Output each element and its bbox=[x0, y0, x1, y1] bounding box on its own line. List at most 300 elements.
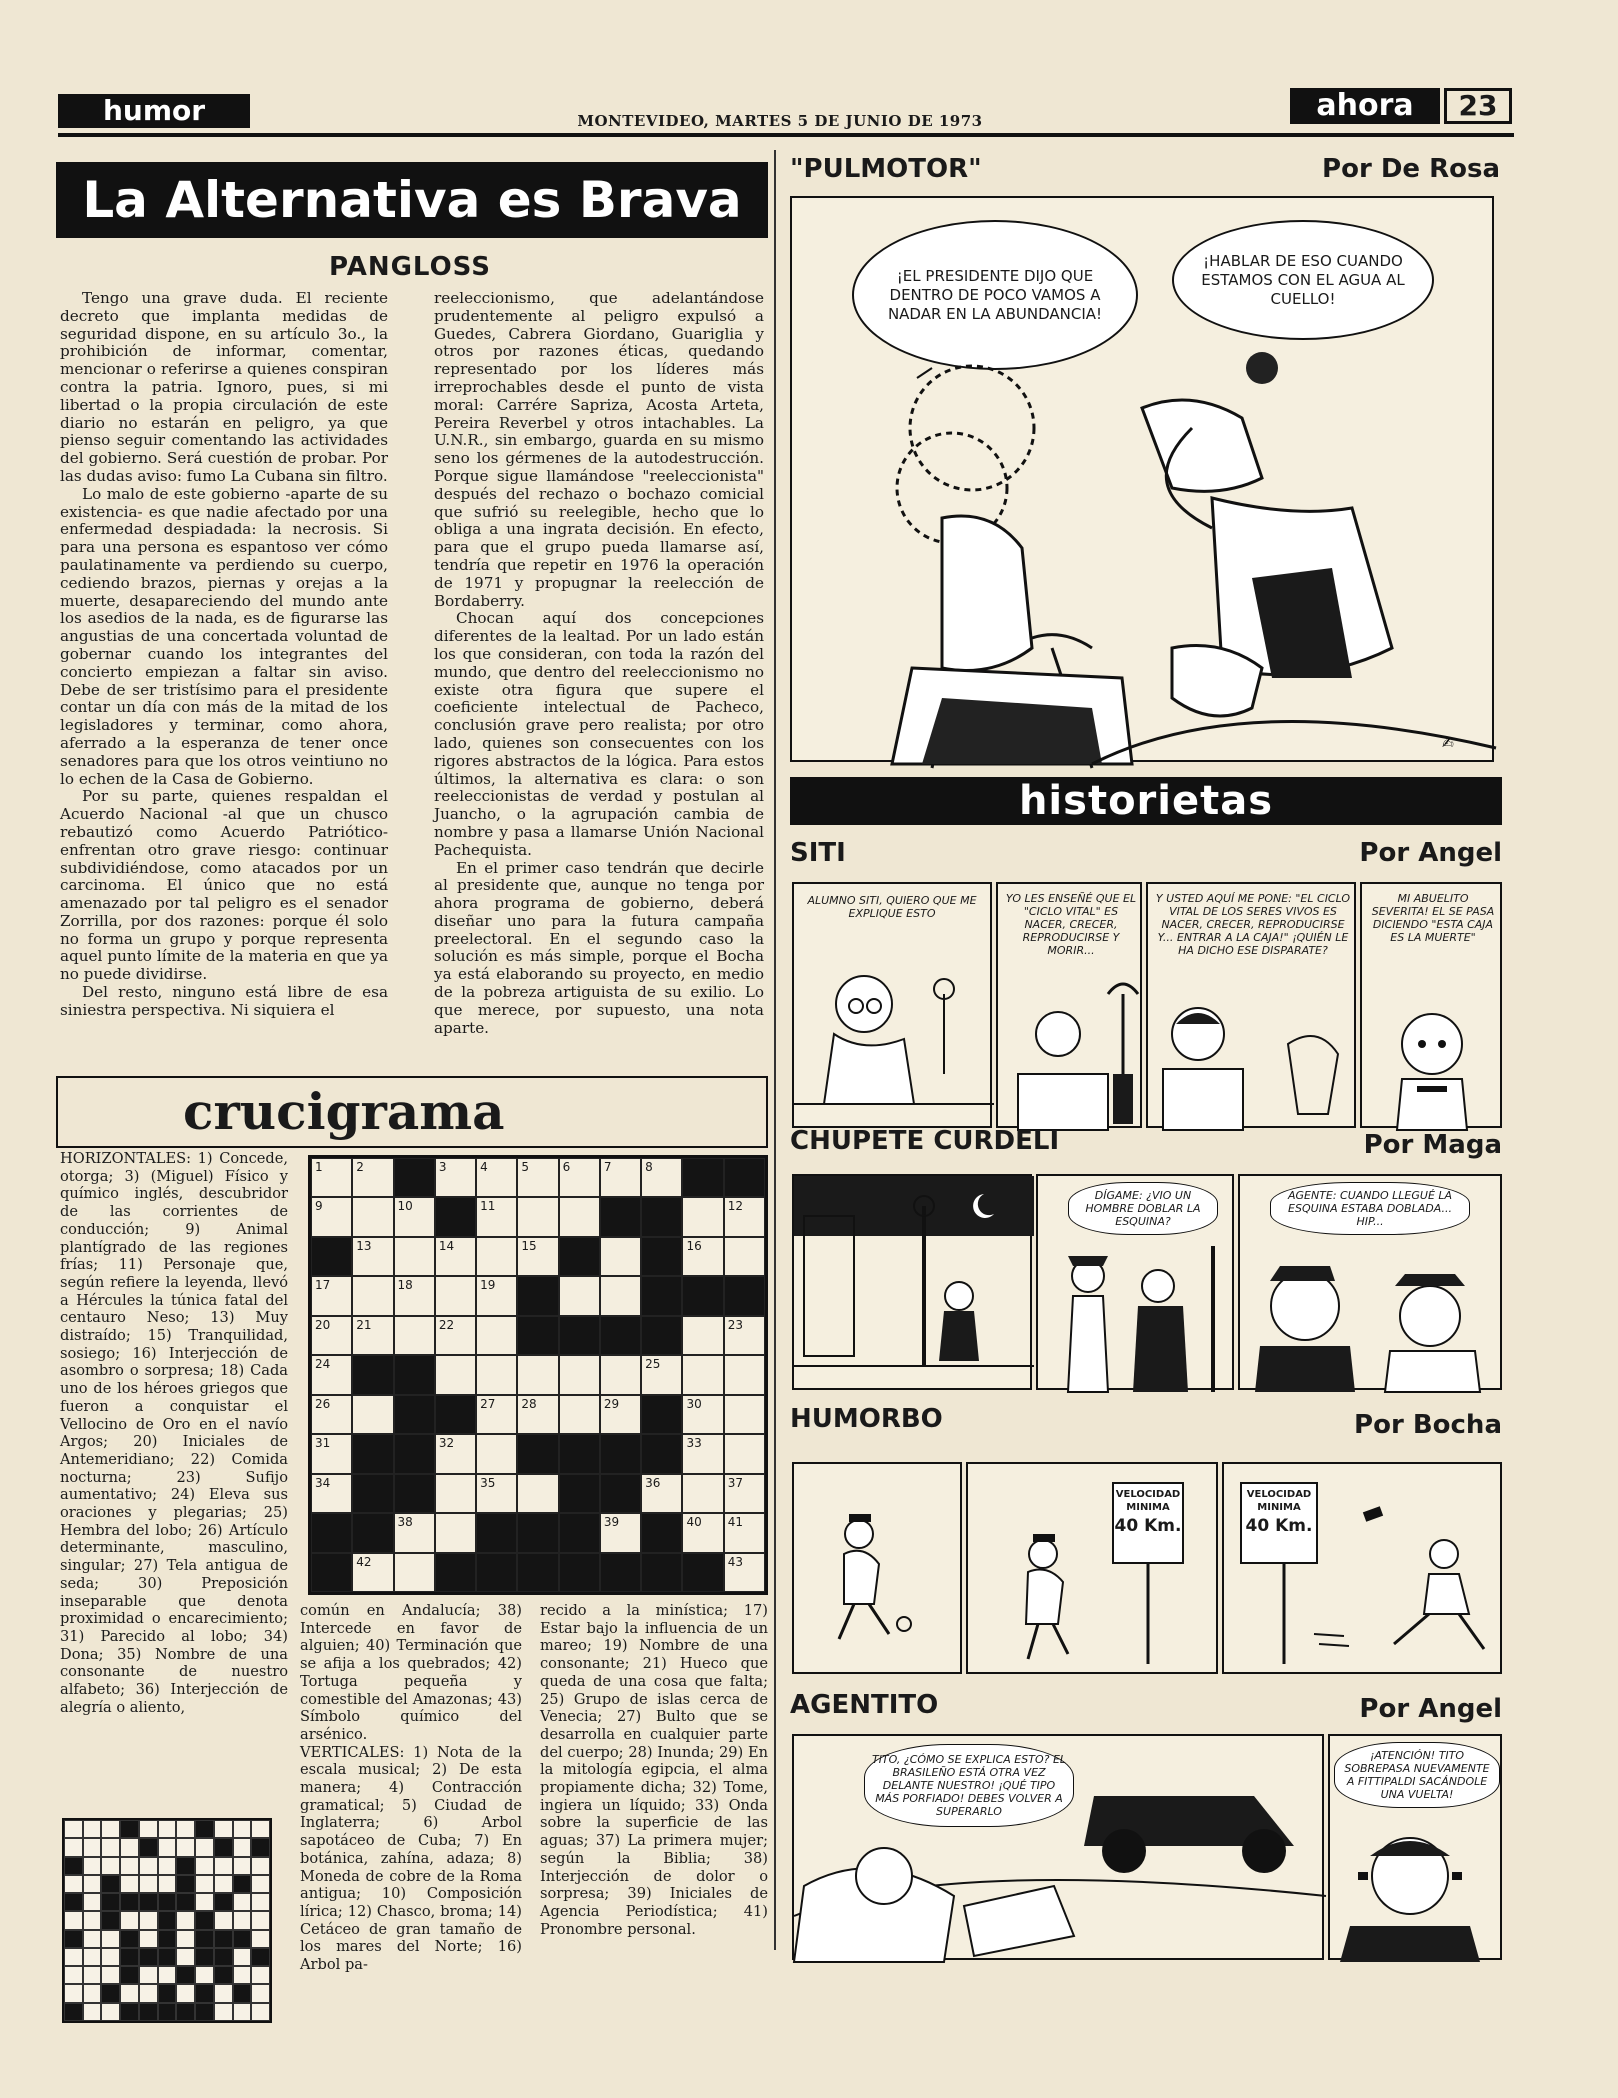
crossword-cell bbox=[641, 1316, 682, 1355]
crossword-cell[interactable] bbox=[435, 1474, 476, 1513]
crossword-cell[interactable] bbox=[311, 1434, 352, 1473]
solution-cell bbox=[120, 1875, 139, 1893]
crossword-cell-number: 38 bbox=[397, 1515, 413, 1530]
crossword-cell-number: 16 bbox=[686, 1238, 702, 1253]
solution-cell bbox=[214, 1875, 233, 1893]
crossword-cell[interactable] bbox=[682, 1395, 723, 1434]
crossword-cell[interactable] bbox=[600, 1513, 641, 1552]
crossword-cell[interactable] bbox=[352, 1158, 393, 1197]
crossword-cell[interactable] bbox=[559, 1197, 600, 1236]
solution-cell bbox=[120, 2003, 139, 2021]
crossword-cell-number: 14 bbox=[438, 1238, 455, 1253]
crossword-cell-number: 30 bbox=[686, 1396, 702, 1411]
crossword-solution-grid bbox=[62, 1818, 272, 2023]
siti-panel-3 bbox=[1146, 882, 1356, 1128]
agentito-author: Por Angel bbox=[1359, 1694, 1502, 1724]
humorbo-title: HUMORBO bbox=[790, 1404, 943, 1434]
solution-cell bbox=[176, 1948, 195, 1966]
chupete-panel-3 bbox=[1238, 1174, 1502, 1390]
crossword-cell[interactable] bbox=[394, 1316, 435, 1355]
crossword-cell[interactable] bbox=[311, 1474, 352, 1513]
solution-cell bbox=[64, 1911, 83, 1929]
crossword-cell[interactable] bbox=[600, 1355, 641, 1394]
solution-cell bbox=[139, 2003, 158, 2021]
crossword-cell-number: 40 bbox=[686, 1515, 702, 1530]
cartoon-drawing bbox=[794, 1464, 964, 1676]
solution-cell bbox=[195, 1820, 214, 1838]
solution-cell bbox=[139, 1857, 158, 1875]
chupete-panel-2 bbox=[1036, 1174, 1234, 1390]
crossword-cell[interactable] bbox=[352, 1395, 393, 1434]
crossword-cell[interactable] bbox=[600, 1158, 641, 1197]
crossword-title: crucigrama bbox=[56, 1076, 768, 1148]
solution-cell bbox=[101, 1911, 120, 1929]
speech-text: AGENTE: CUANDO LLEGUÉ LA ESQUINA ESTABA DOBLADA... HIP... bbox=[1270, 1182, 1470, 1235]
solution-cell bbox=[195, 2003, 214, 2021]
article-paragraph: Por su parte, quienes respaldan el Acuerdo Nacional -al que un chusco rebautizó como Acuerdo Patriótico- enfrentan otro grave riesgo: continuar subdividiéndose, como atacados por un carcinoma. El único que no está amenazado por tal peligro es el senador Zorrilla, por dos razones: porque él solo no forma un grupo y porque representa aquel punto límite de la materia en que ya no puede dividirse. bbox=[60, 787, 388, 984]
crossword-cell-number: 12 bbox=[727, 1199, 743, 1214]
article-author: PANGLOSS bbox=[329, 252, 491, 282]
crossword-cell-number: 28 bbox=[521, 1396, 537, 1411]
solution-cell bbox=[101, 1857, 120, 1875]
crossword-cell[interactable] bbox=[352, 1237, 393, 1276]
crossword-cell bbox=[394, 1158, 435, 1197]
speech-text: ALUMNO SITI, QUIERO QUE ME EXPLIQUE ESTO bbox=[807, 894, 977, 920]
crossword-cell[interactable] bbox=[517, 1474, 558, 1513]
solution-cell bbox=[233, 2003, 252, 2021]
crossword-cell[interactable] bbox=[394, 1197, 435, 1236]
sign-text: 40 Km. bbox=[1114, 1516, 1182, 1536]
crossword-cell-number: 37 bbox=[727, 1475, 743, 1490]
crossword-cell-number: 31 bbox=[315, 1436, 331, 1451]
crossword-cell[interactable] bbox=[394, 1553, 435, 1592]
crossword-cell[interactable] bbox=[682, 1355, 723, 1394]
solution-cell bbox=[120, 1838, 139, 1856]
siti-title: SITI bbox=[790, 838, 846, 868]
crossword-cell-number: 23 bbox=[727, 1317, 743, 1332]
chupete-panel-1 bbox=[792, 1174, 1032, 1390]
crossword-cell[interactable] bbox=[724, 1513, 765, 1552]
crossword-cell bbox=[559, 1553, 600, 1592]
crossword-cell[interactable] bbox=[641, 1158, 682, 1197]
crossword-cell-number: 24 bbox=[315, 1357, 331, 1372]
crossword-cell bbox=[352, 1513, 393, 1552]
crossword-cell-number: 41 bbox=[727, 1515, 743, 1530]
solution-cell bbox=[120, 1911, 139, 1929]
crossword-cell[interactable] bbox=[311, 1395, 352, 1434]
speech-text: MI ABUELITO SEVERITA! EL SE PASA DICIENDO "ESTA CAJA ES LA MUERTE" bbox=[1371, 892, 1495, 944]
crossword-cell bbox=[559, 1474, 600, 1513]
solution-cell bbox=[233, 1857, 252, 1875]
crossword-cell[interactable] bbox=[724, 1553, 765, 1592]
solution-cell bbox=[101, 1984, 120, 2002]
solution-cell bbox=[251, 1857, 270, 1875]
crossword-vertical-clues-cont: recido a la minística; 17) Estar bajo la influencia de un mareo; 19) Nombre de una consonante; 21) Hueco que queda de una cosa que falta; 25) Grupo de islas cerca de Venecia; 27) Bulto que se desarrolla en cualquier parte del cuerpo; 28) Inunda; 29) En la mitología egipcia, el alma propiamente dicha; 32) Tome, ingiera un líquido; 33) Onda sobre la superficie de las aguas; 37) La primera mujer; según la Biblia; 38) Interjección de dolor o sorpresa; 39) Iniciales de Agencia Periodística; 41) Pronombre personal. bbox=[540, 1602, 768, 1938]
solution-cell bbox=[233, 1930, 252, 1948]
article-paragraph: Chocan aquí dos concepciones diferentes de la lealtad. Por un lado están los que consideran, con toda la razón del mundo, que dentro del reeleccionismo no existe otra figura que supere el coeficiente intelectual de Pacheco, conclusión grave pero realista; por otro lado, quienes son consecuentes con los rigores abstractos de la lógica. Para estos últimos, la alternativa es clara: o son reeleccionistas de verdad y postulan al Juancho, o la agrupación cambia de nombre y pasa a llamarse Unión Nacional Pachequista. bbox=[434, 609, 764, 859]
solution-cell bbox=[158, 1930, 177, 1948]
crossword-cell[interactable] bbox=[311, 1158, 352, 1197]
crossword-cell[interactable] bbox=[682, 1474, 723, 1513]
crossword-cell bbox=[517, 1316, 558, 1355]
crossword-cell bbox=[435, 1197, 476, 1236]
solution-cell bbox=[83, 1820, 102, 1838]
crossword-cell bbox=[600, 1474, 641, 1513]
crossword-cell-number: 13 bbox=[356, 1238, 372, 1253]
solution-cell bbox=[214, 2003, 233, 2021]
solution-cell bbox=[101, 1893, 120, 1911]
crossword-cell[interactable] bbox=[517, 1355, 558, 1394]
solution-cell bbox=[251, 1911, 270, 1929]
sign-text: VELOCIDAD bbox=[1246, 1489, 1312, 1500]
crossword-cell bbox=[435, 1395, 476, 1434]
crossword-cell-number: 8 bbox=[645, 1160, 653, 1174]
crossword-cell bbox=[641, 1434, 682, 1473]
crossword-cell[interactable] bbox=[476, 1316, 517, 1355]
crossword-cell bbox=[476, 1553, 517, 1592]
solution-cell bbox=[139, 1911, 158, 1929]
crossword-cell[interactable] bbox=[476, 1355, 517, 1394]
solution-cell bbox=[139, 1984, 158, 2002]
solution-cell bbox=[176, 1984, 195, 2002]
crossword-cell bbox=[600, 1434, 641, 1473]
siti-panel-2 bbox=[996, 882, 1142, 1128]
crossword-cell[interactable] bbox=[311, 1355, 352, 1394]
sign-text: 40 Km. bbox=[1245, 1516, 1313, 1536]
solution-cell bbox=[83, 1893, 102, 1911]
section-label: humor bbox=[58, 94, 250, 128]
crossword-cell-number: 20 bbox=[315, 1317, 331, 1332]
crossword-cell bbox=[724, 1158, 765, 1197]
crossword-cell bbox=[435, 1553, 476, 1592]
solution-cell bbox=[233, 1838, 252, 1856]
crossword-cell[interactable] bbox=[724, 1197, 765, 1236]
crossword-cell-number: 32 bbox=[438, 1436, 455, 1451]
crossword-cell[interactable] bbox=[724, 1237, 765, 1276]
solution-cell bbox=[158, 1875, 177, 1893]
solution-cell bbox=[251, 1838, 270, 1856]
solution-cell bbox=[64, 1893, 83, 1911]
crossword-cell-number: 25 bbox=[645, 1357, 661, 1372]
solution-cell bbox=[176, 1930, 195, 1948]
crossword-cell[interactable] bbox=[682, 1434, 723, 1473]
humorbo-panel-3 bbox=[1222, 1462, 1502, 1674]
crossword-cell-number: 11 bbox=[480, 1199, 496, 1214]
crossword-cell[interactable] bbox=[682, 1513, 723, 1552]
crossword-cell bbox=[641, 1553, 682, 1592]
solution-cell bbox=[195, 1838, 214, 1856]
solution-cell bbox=[120, 1984, 139, 2002]
crossword-cell bbox=[724, 1276, 765, 1315]
crossword-cell-number: 33 bbox=[686, 1436, 702, 1451]
solution-cell bbox=[233, 1820, 252, 1838]
crossword-cell[interactable] bbox=[724, 1355, 765, 1394]
pulmotor-author: Por De Rosa bbox=[1322, 154, 1500, 184]
crossword-cell bbox=[559, 1434, 600, 1473]
crossword-cell bbox=[352, 1355, 393, 1394]
solution-cell bbox=[158, 1893, 177, 1911]
solution-cell bbox=[64, 1948, 83, 1966]
cartoon-drawing bbox=[1362, 994, 1504, 1130]
crossword-cell-number: 42 bbox=[356, 1554, 372, 1569]
crossword-cell-number: 5 bbox=[521, 1160, 529, 1174]
crossword-cell bbox=[476, 1513, 517, 1552]
crossword-cell[interactable] bbox=[394, 1237, 435, 1276]
solution-cell bbox=[139, 1930, 158, 1948]
crossword-grid[interactable] bbox=[308, 1155, 768, 1595]
crossword-cell[interactable] bbox=[724, 1316, 765, 1355]
chupete-title: CHUPETE CURDELI bbox=[790, 1126, 1060, 1156]
cartoon-drawing bbox=[794, 1736, 1326, 1962]
crossword-cell-number: 10 bbox=[397, 1199, 413, 1214]
solution-cell bbox=[158, 1948, 177, 1966]
article-paragraph: reeleccionismo, que adelantándose prudentemente al peligro expulsó a Guedes, Cabrera Giordano, Guariglia y otros por razones éticas, quedando representado por los líderes más irreprochables desde el punto de vista moral: Carrére Sapriza, Acosta Arteta, Pereira Reverbel y otros intachables. La U.N.R., sin embargo, guarda en su mismo seno los gérmenes de la autodestrucción. Porque sigue llamándose "reeleccionista" después del rechazo o bochazo comicial que sufrió su reelegible, hecho que lo obliga a una ingrata decisión. En efecto, para que el grupo pueda llamarse así, tendría que repetir en 1976 la operación de 1971 y propugnar la reelección de Bordaberry. bbox=[434, 289, 764, 610]
crossword-cell[interactable] bbox=[435, 1316, 476, 1355]
crossword-vertical-clues: común en Andalucía; 38) Intercede en favor de alguien; 40) Terminación que se afija a los quebrados; 42) Tortuga pequeña y comestible del Amazonas; 43) Símbolo químico del arsénico. VERTICALES: 1) Nota de la escala musical; 2) De esta manera; 4) Contracción gramatical; 5) Ciudad de Inglaterra; 6) Arbol sapotáceo de Cuba; 7) En botánica, zahína, adaza; 8) Moneda de cobre de la Roma antigua; 10) Composición lírica; 12) Chasco, broma; 14) Cetáceo de gran tamaño de los mares del Norte; 16) Arbol pa- bbox=[300, 1602, 522, 1974]
crossword-cell bbox=[682, 1276, 723, 1315]
crossword-cell bbox=[682, 1158, 723, 1197]
solution-cell bbox=[64, 1966, 83, 1984]
crossword-cell bbox=[641, 1395, 682, 1434]
solution-cell bbox=[158, 1820, 177, 1838]
solution-cell bbox=[195, 1911, 214, 1929]
crossword-cell[interactable] bbox=[724, 1474, 765, 1513]
crossword-cell[interactable] bbox=[352, 1316, 393, 1355]
crossword-cell[interactable] bbox=[641, 1355, 682, 1394]
solution-cell bbox=[64, 1930, 83, 1948]
historietas-banner: historietas bbox=[790, 777, 1502, 825]
crossword-cell[interactable] bbox=[517, 1237, 558, 1276]
solution-cell bbox=[214, 1893, 233, 1911]
solution-cell bbox=[251, 1820, 270, 1838]
crossword-cell[interactable] bbox=[394, 1513, 435, 1552]
solution-cell bbox=[64, 2003, 83, 2021]
crossword-cell-number: 26 bbox=[315, 1396, 331, 1411]
crossword-cell[interactable] bbox=[641, 1474, 682, 1513]
cartoon-drawing bbox=[794, 1176, 1034, 1392]
crossword-cell-number: 34 bbox=[315, 1475, 331, 1490]
crossword-cell bbox=[311, 1237, 352, 1276]
agentito-panel-2 bbox=[1328, 1734, 1502, 1960]
solution-cell bbox=[101, 1875, 120, 1893]
crossword-cell[interactable] bbox=[476, 1276, 517, 1315]
crossword-cell-number: 27 bbox=[480, 1396, 496, 1411]
cartoon-drawing bbox=[792, 348, 1496, 764]
solution-cell bbox=[251, 2003, 270, 2021]
solution-cell bbox=[83, 1857, 102, 1875]
crossword-cell[interactable] bbox=[559, 1276, 600, 1315]
solution-cell bbox=[139, 1948, 158, 1966]
article-title: La Alternativa es Brava bbox=[56, 162, 768, 238]
solution-cell bbox=[101, 1930, 120, 1948]
crossword-cell-number: 22 bbox=[438, 1317, 455, 1332]
solution-cell bbox=[233, 1966, 252, 1984]
solution-cell bbox=[214, 1820, 233, 1838]
siti-panel-4 bbox=[1360, 882, 1502, 1128]
crossword-cell[interactable] bbox=[517, 1197, 558, 1236]
solution-cell bbox=[195, 1893, 214, 1911]
sign-text: VELOCIDAD bbox=[1115, 1489, 1181, 1500]
crossword-cell[interactable] bbox=[435, 1276, 476, 1315]
crossword-cell bbox=[559, 1513, 600, 1552]
crossword-cell bbox=[641, 1276, 682, 1315]
crossword-cell bbox=[517, 1513, 558, 1552]
crossword-cell[interactable] bbox=[435, 1355, 476, 1394]
solution-cell bbox=[64, 1838, 83, 1856]
solution-cell bbox=[101, 1838, 120, 1856]
crossword-cell-number: 18 bbox=[397, 1278, 413, 1293]
solution-cell bbox=[158, 2003, 177, 2021]
crossword-cell[interactable] bbox=[517, 1158, 558, 1197]
header-rule bbox=[58, 133, 1514, 137]
solution-cell bbox=[139, 1838, 158, 1856]
crossword-cell bbox=[394, 1395, 435, 1434]
crossword-cell[interactable] bbox=[311, 1316, 352, 1355]
crossword-cell[interactable] bbox=[682, 1316, 723, 1355]
pulmotor-cartoon bbox=[790, 196, 1494, 762]
crossword-cell-number: 17 bbox=[315, 1278, 331, 1293]
solution-cell bbox=[64, 1984, 83, 2002]
solution-cell bbox=[214, 1948, 233, 1966]
crossword-cell[interactable] bbox=[394, 1276, 435, 1315]
crossword-cell[interactable] bbox=[352, 1197, 393, 1236]
crossword-cell[interactable] bbox=[559, 1395, 600, 1434]
solution-cell bbox=[101, 2003, 120, 2021]
solution-cell bbox=[233, 1911, 252, 1929]
solution-cell bbox=[195, 1966, 214, 1984]
solution-cell bbox=[120, 1820, 139, 1838]
publication-date: MONTEVIDEO, MARTES 5 DE JUNIO DE 1973 bbox=[577, 112, 983, 130]
solution-cell bbox=[83, 1984, 102, 2002]
crossword-cell bbox=[600, 1316, 641, 1355]
crossword-cell[interactable] bbox=[435, 1434, 476, 1473]
solution-cell bbox=[139, 1820, 158, 1838]
solution-cell bbox=[120, 1966, 139, 1984]
solution-cell bbox=[233, 1984, 252, 2002]
crossword-cell bbox=[352, 1434, 393, 1473]
solution-cell bbox=[158, 1911, 177, 1929]
agentito-title: AGENTITO bbox=[790, 1690, 939, 1720]
crossword-cell[interactable] bbox=[600, 1395, 641, 1434]
crossword-cell[interactable] bbox=[435, 1513, 476, 1552]
solution-cell bbox=[101, 1820, 120, 1838]
solution-cell bbox=[83, 1911, 102, 1929]
crossword-cell bbox=[517, 1434, 558, 1473]
crossword-cell-number: 29 bbox=[603, 1396, 620, 1411]
solution-cell bbox=[176, 1875, 195, 1893]
pulmotor-title: "PULMOTOR" bbox=[790, 154, 982, 184]
crossword-cell[interactable] bbox=[476, 1197, 517, 1236]
crossword-cell[interactable] bbox=[311, 1197, 352, 1236]
solution-cell bbox=[176, 1857, 195, 1875]
crossword-cell[interactable] bbox=[724, 1395, 765, 1434]
crossword-cell-number: 6 bbox=[562, 1160, 571, 1174]
crossword-cell[interactable] bbox=[559, 1158, 600, 1197]
crossword-cell[interactable] bbox=[435, 1237, 476, 1276]
newspaper-logo: ahora bbox=[1290, 88, 1440, 124]
solution-cell bbox=[158, 1984, 177, 2002]
crossword-cell bbox=[352, 1474, 393, 1513]
crossword-cell[interactable] bbox=[724, 1434, 765, 1473]
solution-cell bbox=[195, 1930, 214, 1948]
speech-text: YO LES ENSEÑÉ QUE EL "CICLO VITAL" ES NACER, CRECER, REPRODUCIRSE Y MORIR... bbox=[1005, 892, 1137, 957]
solution-cell bbox=[64, 1857, 83, 1875]
crossword-cell-number: 39 bbox=[603, 1515, 620, 1530]
sign-text: MINIMA bbox=[1126, 1502, 1170, 1513]
solution-cell bbox=[214, 1857, 233, 1875]
crossword-cell[interactable] bbox=[311, 1276, 352, 1315]
article-paragraph: Lo malo de este gobierno -aparte de su existencia- es que nadie afectado por una enfermedad despiadada: la necrosis. Si para una persona es espantoso ver cómo paulatinamente va perdiendo su cuerpo, cediendo brazos, piernas y orejas a la muerte, desapareciendo del mundo ante los asedios de la nada, es de figurarse las angustias de una concertada voluntad de gobernar cuando los integrantes del concierto empiezan a faltar sin aviso. Debe de ser tristísimo para el presidente contar un día con más de la mitad de los legisladores y terminar, como ahora, aferrado a la esperanza de tener once senadores para que los otros veintiuno no lo echen de la Casa de Gobierno. bbox=[60, 484, 388, 788]
cartoon-drawing bbox=[1330, 1816, 1504, 1962]
crossword-cell-number: 9 bbox=[315, 1199, 323, 1214]
crossword-cell[interactable] bbox=[517, 1395, 558, 1434]
solution-cell bbox=[64, 1875, 83, 1893]
solution-cell bbox=[176, 1838, 195, 1856]
crossword-cell[interactable] bbox=[476, 1474, 517, 1513]
crossword-cell-number: 4 bbox=[480, 1160, 488, 1174]
solution-cell bbox=[233, 1875, 252, 1893]
speed-sign bbox=[1112, 1482, 1184, 1564]
solution-cell bbox=[233, 1893, 252, 1911]
siti-author: Por Angel bbox=[1359, 838, 1502, 868]
crossword-cell[interactable] bbox=[600, 1237, 641, 1276]
crossword-cell[interactable] bbox=[682, 1237, 723, 1276]
speech-text: Y USTED AQUÍ ME PONE: "EL CICLO VITAL DE LOS SERES VIVOS ES NACER, CRECER, REPRODUCIRSE Y... ENTRAR A LA CAJA!" ¡QUIÉN LE HA DICHO ESE DISPARATE? bbox=[1155, 892, 1351, 957]
solution-cell bbox=[214, 1838, 233, 1856]
speech-text: ¡ATENCIÓN! TITO SOBREPASA NUEVAMENTE A FITTIPALDI SACÁNDOLE UNA VUELTA! bbox=[1334, 1742, 1500, 1808]
crossword-cell bbox=[600, 1197, 641, 1236]
crossword-cell[interactable] bbox=[559, 1355, 600, 1394]
solution-cell bbox=[195, 1875, 214, 1893]
crossword-cell-number: 1 bbox=[315, 1160, 323, 1174]
crossword-cell[interactable] bbox=[476, 1395, 517, 1434]
solution-cell bbox=[214, 1930, 233, 1948]
crossword-cell bbox=[559, 1237, 600, 1276]
chupete-author: Por Maga bbox=[1363, 1130, 1502, 1160]
crossword-cell-number: 19 bbox=[480, 1278, 496, 1293]
crossword-cell bbox=[641, 1197, 682, 1236]
solution-cell bbox=[214, 1966, 233, 1984]
crossword-cell[interactable] bbox=[476, 1237, 517, 1276]
crossword-cell[interactable] bbox=[352, 1553, 393, 1592]
solution-cell bbox=[139, 1875, 158, 1893]
crossword-cell bbox=[311, 1553, 352, 1592]
crossword-cell bbox=[517, 1553, 558, 1592]
page-number: 23 bbox=[1444, 88, 1512, 124]
crossword-cell[interactable] bbox=[435, 1158, 476, 1197]
solution-cell bbox=[120, 1948, 139, 1966]
crossword-cell-number: 36 bbox=[645, 1475, 661, 1490]
solution-cell bbox=[251, 1984, 270, 2002]
crossword-cell bbox=[394, 1474, 435, 1513]
crossword-cell[interactable] bbox=[682, 1197, 723, 1236]
solution-cell bbox=[83, 2003, 102, 2021]
column-divider bbox=[774, 150, 776, 1950]
solution-cell bbox=[176, 1911, 195, 1929]
crossword-cell-number: 35 bbox=[480, 1475, 496, 1490]
solution-cell bbox=[195, 1984, 214, 2002]
solution-cell bbox=[251, 1893, 270, 1911]
solution-cell bbox=[251, 1948, 270, 1966]
solution-cell bbox=[101, 1948, 120, 1966]
article-paragraph: Tengo una grave duda. El reciente decreto que implanta medidas de seguridad dispone, en su artículo 3o., la prohibición de informar, comentar, mencionar o referirse a quienes conspiran contra la patria. Ignoro, pues, si mi libertad o la propia circulación de este diario no estarán en peligro, ya que pienso seguir comentando las actividades del gobierno. Será cuestión de probar. Por las dudas aviso: fumo La Cubana sin filtro. bbox=[60, 289, 388, 485]
crossword-cell[interactable] bbox=[600, 1276, 641, 1315]
solution-cell bbox=[120, 1893, 139, 1911]
crossword-cell[interactable] bbox=[352, 1276, 393, 1315]
sign-text: MINIMA bbox=[1257, 1502, 1301, 1513]
crossword-cell[interactable] bbox=[476, 1158, 517, 1197]
crossword-cell[interactable] bbox=[476, 1434, 517, 1473]
